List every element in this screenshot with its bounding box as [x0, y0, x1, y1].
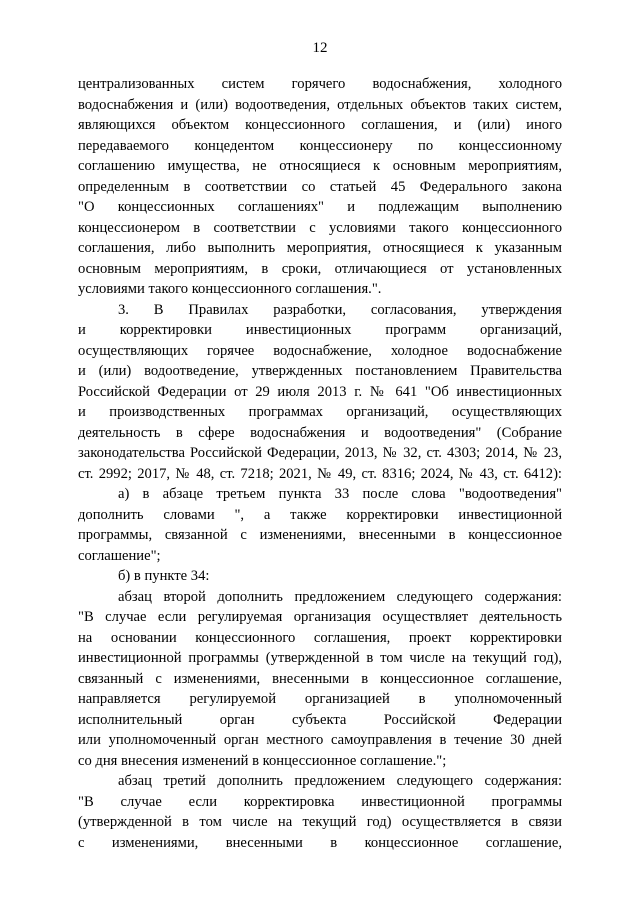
text-line: концессионером в соответствии с условиями такого концессионного	[78, 219, 562, 236]
text-line: 3. В Правилах разработки, согласования, утверждения	[118, 301, 562, 318]
text-line: б) в пункте 34:	[118, 568, 210, 584]
document-body	[78, 74, 562, 853]
text-line: дополнить словами ", а также корректировки инвестиционной	[78, 506, 562, 523]
text-line: связанный с изменениями, внесенными в концессионное соглашение,	[78, 670, 562, 687]
text-line: соглашения, либо выполнить мероприятия, относящиеся к указанным	[78, 240, 562, 256]
text-line: соглашению имущества, не относящиеся к основным мероприятиям,	[78, 158, 562, 174]
text-line: "О концессионных соглашениях" и подлежащим выполнению	[78, 199, 562, 215]
text-line: законодательства Российской Федерации, 2013, № 32, ст. 4303; 2014, № 23,	[78, 445, 562, 461]
text-line: соглашение";	[78, 547, 161, 564]
text-line: водоснабжения и (или) водоотведения, отдельных объектов таких систем,	[78, 96, 562, 113]
text-line: Российской Федерации от 29 июля 2013 г. № 641 "Об инвестиционных	[78, 383, 562, 400]
text-line: на основании концессионного соглашения, проект корректировки	[78, 629, 562, 646]
text-line: "В случае если корректировка инвестиционной программы	[78, 793, 562, 810]
text-line: и корректировки инвестиционных программ организаций,	[78, 322, 562, 338]
text-line: направляется регулируемой организацией в уполномоченный	[78, 691, 562, 707]
text-line: централизованных систем горячего водоснабжения, холодного	[78, 76, 562, 92]
text-line: со дня внесения изменений в концессионное соглашение.";	[78, 752, 447, 769]
text-line: основным мероприятиям, в сроки, отличающиеся от установленных	[78, 260, 562, 277]
text-line: (утвержденной в том числе на текущий год) осуществляется в связи	[78, 814, 562, 830]
text-line: передаваемого концедентом концессионеру по концессионному	[78, 137, 562, 154]
text-line: деятельность в сфере водоснабжения и водоотведения" (Собрание	[78, 424, 562, 441]
text-line: исполнительный орган субъекта Российской Федерации	[78, 711, 562, 728]
text-line: и производственных программах организаций, осуществляющих	[78, 404, 562, 420]
text-line: абзац третий дополнить предложением следующего содержания:	[118, 773, 562, 789]
text-line: программы, связанной с изменениями, внесенными в концессионное	[78, 527, 562, 543]
text-line: "В случае если регулируемая организация осуществляет деятельность	[78, 609, 562, 625]
page-number: 12	[312, 40, 328, 56]
text-line: осуществляющих горячее водоснабжение, холодное водоснабжение	[78, 342, 562, 359]
text-line: абзац второй дополнить предложением следующего содержания:	[118, 588, 562, 605]
text-line: инвестиционной программы (утвержденной в том числе на текущий год),	[78, 650, 562, 666]
text-line: с изменениями, внесенными в концессионное соглашение,	[78, 834, 562, 851]
text-line: условиями такого концессионного соглашения.".	[78, 281, 382, 297]
text-line: определенным в соответствии со статьей 45 Федерального закона	[78, 178, 562, 195]
text-line: и (или) водоотведение, утвержденных постановлением Правительства	[78, 363, 562, 379]
text-line: являющихся объектом концессионного соглашения, и (или) иного	[78, 117, 562, 133]
text-line: ст. 2992; 2017, № 48, ст. 7218; 2021, № 49, ст. 8316; 2024, № 43, ст. 6412):	[78, 465, 562, 482]
text-line: а) в абзаце третьем пункта 33 после слова "водоотведения"	[118, 486, 562, 502]
text-line: или уполномоченный орган местного самоуправления в течение 30 дней	[78, 732, 562, 748]
